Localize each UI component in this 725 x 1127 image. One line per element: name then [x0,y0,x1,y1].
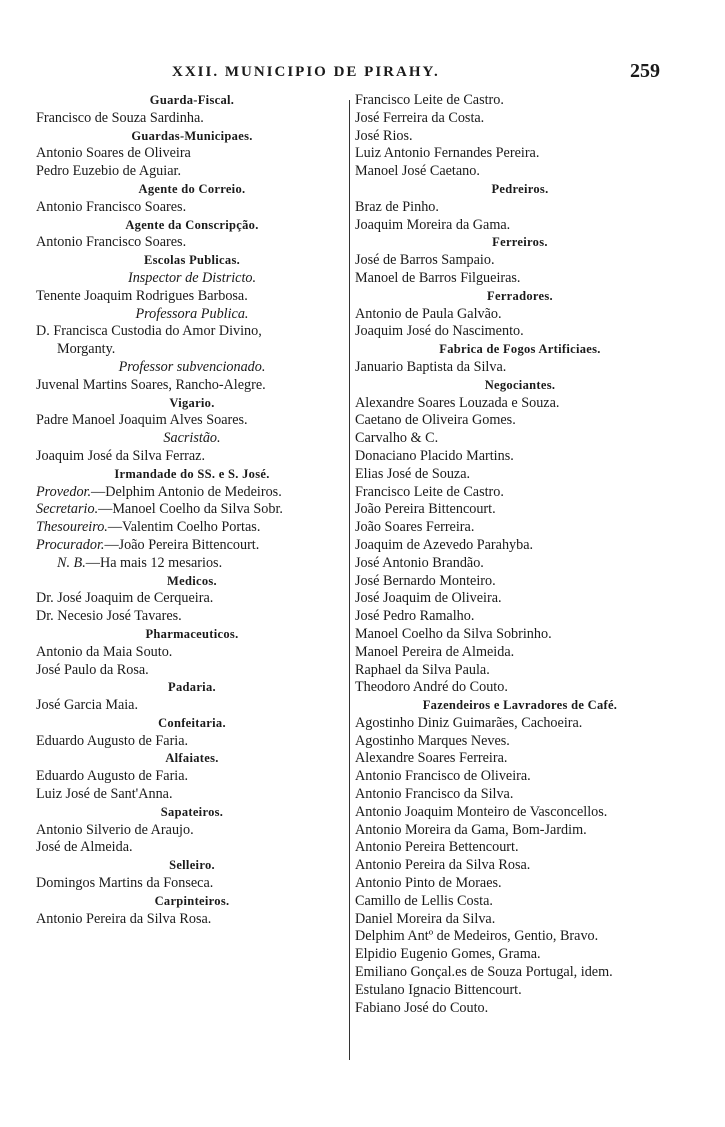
officer-name: —Valentim Coelho Portas. [107,519,261,536]
directory-entry: José de Almeida. [36,839,133,856]
officer-role: N. B. [57,554,86,571]
directory-entry: José Paulo da Rosa. [36,661,149,678]
section-heading: Agente da Conscripção. [125,217,259,232]
directory-entry: Francisco Leite de Castro. [355,92,504,108]
left-column [36,92,348,928]
directory-entry: D. Francisca Custodia do Amor Divino, [36,323,262,340]
section-heading: Negociantes. [484,377,556,392]
section-heading: Guardas-Municipaes. [131,128,253,143]
directory-entry: Manoel José Caetano. [355,163,480,180]
section-heading: Pedreiros. [491,181,549,196]
officer-role: Secretario. [36,501,99,518]
directory-entry: Theodoro André do Couto. [355,679,508,696]
section-subheading: Professor subvencionado. [118,358,266,375]
directory-entry: Elpidio Eugenio Gomes, Grama. [355,946,541,963]
directory-entry: Estulano Ignacio Bittencourt. [355,981,522,998]
directory-entry: Joaquim de Azevedo Parahyba. [355,536,534,553]
directory-entry: Joaquim José do Nascimento. [355,323,524,340]
page-number: 259 [630,60,660,82]
directory-entry: Dr. José Joaquim de Cerqueira. [36,590,214,607]
section-heading: Guarda-Fiscal. [149,93,235,107]
directory-entry: Manoel Coelho da Silva Sobrinho. [355,625,552,642]
directory-entry: Alexandre Soares Louzada e Souza. [355,394,560,411]
directory-entry: Manoel de Barros Filgueiras. [355,269,521,286]
directory-entry: Tenente Joaquim Rodrigues Barbosa. [36,287,248,304]
directory-entry: José Garcia Maia. [36,697,139,714]
directory-entry: Camillo de Lellis Costa. [355,892,493,909]
column-divider [349,100,350,1060]
directory-entry: José Ferreira da Costa. [355,109,485,126]
directory-entry: Dr. Necesio José Tavares. [36,608,182,625]
directory-entry: Antonio Francisco Soares. [36,234,187,251]
directory-entry: Daniel Moreira da Silva. [355,910,496,927]
officer-role: Procurador. [36,536,105,553]
directory-entry: Agostinho Diniz Guimarães, Cachoeira. [355,714,583,731]
directory-entry: Antonio Francisco de Oliveira. [355,768,531,785]
directory-entry: Joaquim José da Silva Ferraz. [36,447,206,464]
section-heading: Irmandade do SS. e S. José. [114,466,270,481]
directory-entry: Antonio Pereira da Silva Rosa. [36,910,212,927]
directory-entry: Eduardo Augusto de Faria. [36,768,189,785]
directory-entry: Francisco de Souza Sardinha. [36,109,204,126]
officer-name: —Ha mais 12 mesarios. [85,554,223,571]
section-heading: Ferreiros. [492,235,548,250]
directory-entry: Antonio de Paula Galvão. [355,305,502,322]
directory-entry: Caetano de Oliveira Gomes. [355,412,516,429]
directory-entry: José Antonio Brandão. [355,554,484,571]
directory-entry: Pedro Euzebio de Aguiar. [36,163,181,180]
directory-entry: Emiliano Gonçal.es de Souza Portugal, idem. [355,964,613,981]
running-head: XXII. MUNICIPIO DE PIRAHY. [172,64,440,80]
directory-entry: Domingos Martins da Fonseca. [36,875,214,892]
directory-entry: Elias José de Souza. [355,465,471,482]
entry-continuation: Morganty. [57,341,116,358]
directory-entry: Antonio Francisco Soares. [36,198,187,215]
section-subheading: Professora Publica. [135,305,249,322]
section-heading: Sapateiros. [160,804,224,819]
right-column [355,92,685,1017]
directory-entry: Antonio Soares de Oliveira [36,145,191,162]
directory-entry: Antonio Pereira Bettencourt. [355,839,519,856]
directory-entry: Alexandre Soares Ferreira. [355,750,508,767]
directory-entry: Juvenal Martins Soares, Rancho-Alegre. [36,376,266,393]
directory-entry: Luiz Antonio Fernandes Pereira. [355,145,540,162]
section-heading: Pharmaceuticos. [145,626,239,641]
directory-entry: Carvalho & C. [355,430,439,447]
section-heading: Fabrica de Fogos Artificiaes. [439,342,601,357]
directory-entry: Antonio da Maia Souto. [36,643,173,660]
directory-entry: Agostinho Marques Neves. [355,732,510,749]
officer-name: —João Pereira Bittencourt. [104,536,260,553]
officer-line [36,484,348,502]
directory-entry: José Rios. [355,127,413,144]
section-heading: Alfaiates. [165,751,219,766]
officer-name: —Manoel Coelho da Silva Sobr. [98,501,283,518]
officer-line [36,519,348,537]
section-subheading: Inspector de Districto. [127,269,257,286]
directory-entry: Antonio Pinto de Moraes. [355,875,502,892]
section-heading: Fazendeiros e Lavradores de Café. [422,698,618,713]
directory-entry: Braz de Pinho. [355,198,439,215]
officer-role: Thesoureiro. [36,519,108,536]
directory-entry: Donaciano Placido Martins. [355,447,514,464]
directory-entry: Antonio Silverio de Araujo. [36,821,194,838]
directory-entry: José Bernardo Monteiro. [355,572,496,589]
officer-line [36,555,348,573]
directory-entry: João Soares Ferreira. [355,519,475,536]
directory-entry: Luiz José de Sant'Anna. [36,786,173,803]
page-header [0,60,725,90]
officer-line [36,537,348,555]
directory-entry: Antonio Moreira da Gama, Bom-Jardim. [355,821,587,838]
section-heading: Medicos. [167,573,217,588]
directory-entry: Antonio Pereira da Silva Rosa. [355,857,531,874]
directory-entry: Francisco Leite de Castro. [355,483,504,500]
section-heading: Selleiro. [169,858,215,873]
directory-entry: Joaquim Moreira da Gama. [355,216,511,233]
section-heading: Ferradores. [487,288,553,303]
directory-entry: Delphim Antº de Medeiros, Gentio, Bravo. [355,928,599,945]
directory-entry: José Pedro Ramalho. [355,608,475,625]
section-heading: Escolas Publicas. [143,253,241,268]
directory-entry: Antonio Joaquim Monteiro de Vasconcellos. [355,803,608,820]
section-heading: Padaria. [168,680,216,695]
officer-line [36,501,348,519]
directory-entry: Manoel Pereira de Almeida. [355,643,515,660]
officer-name: —Delphim Antonio de Medeiros. [91,483,282,500]
directory-entry: Padre Manoel Joaquim Alves Soares. [36,412,248,429]
directory-entry: Raphael da Silva Paula. [355,661,490,678]
directory-entry: Antonio Francisco da Silva. [355,786,514,803]
directory-entry: José Joaquim de Oliveira. [355,590,502,607]
section-heading: Agente do Correio. [138,181,246,196]
directory-entry: João Pereira Bittencourt. [355,501,496,518]
directory-entry: Januario Baptista da Silva. [355,358,507,375]
section-heading: Confeitaria. [158,715,226,730]
section-subheading: Sacristão. [163,430,221,447]
section-heading: Carpinteiros. [154,893,230,908]
officer-role: Provedor. [36,483,92,500]
directory-entry: Eduardo Augusto de Faria. [36,732,189,749]
directory-entry: José de Barros Sampaio. [355,252,495,269]
directory-entry: Fabiano José do Couto. [355,999,489,1016]
section-heading: Vigario. [169,395,215,410]
